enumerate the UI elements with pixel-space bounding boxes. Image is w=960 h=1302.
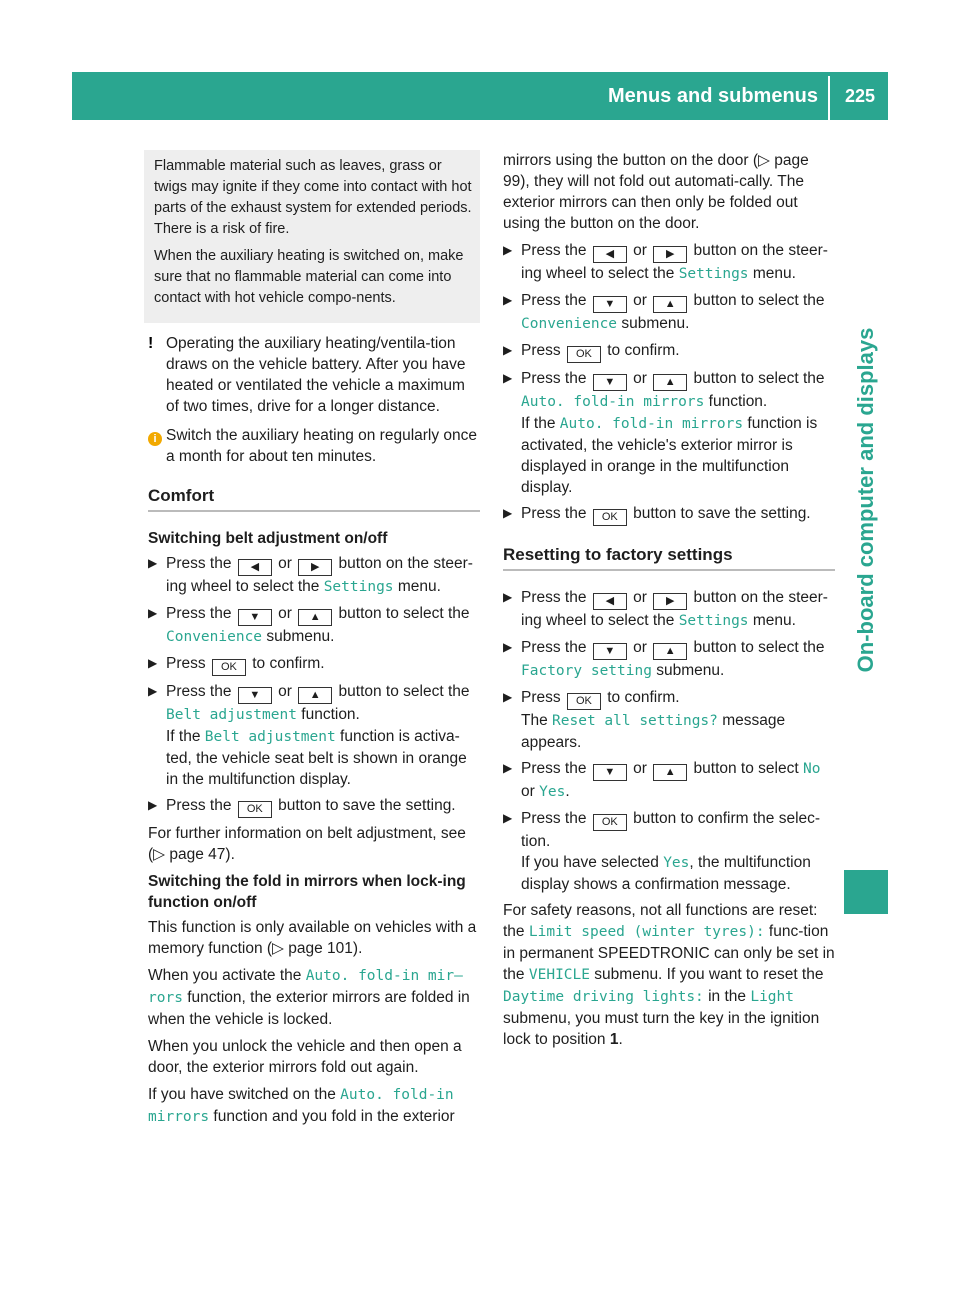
list-item: ▶ Press the ▼ or ▲ button to select the Convenience submenu. — [148, 605, 470, 645]
step-arrow-icon: ▶ — [503, 506, 513, 520]
paragraph: When you unlock the vehicle and then open a door, the exterior mirrors fold out again. — [148, 1038, 462, 1076]
paragraph: When you activate the Auto. fold-in mir– rors function, the exterior mirrors are folded in when the vehicle is locked. — [148, 967, 470, 1028]
note-info — [148, 425, 480, 467]
list-item: ▶ Press the OK button to confirm the selec-tion. If you have selected Yes, the multifunction display shows a confirmation message. — [503, 810, 821, 893]
step-arrow-icon: ▶ — [503, 690, 513, 704]
header-title: Menus and submenus — [607, 85, 818, 107]
option-no: No — [802, 761, 821, 777]
step-arrow-icon: ▶ — [503, 590, 513, 604]
list-item: ▶ Press the ▼ or ▲ button to select the Belt adjustment function. If the Belt adjustment function is activa-ted, the vehicle seat belt is shown in orange in the multifunction display. — [148, 683, 470, 788]
list-item: ▶ Press the OK button to save the setting. — [503, 503, 835, 526]
menu-name: Settings — [678, 266, 749, 282]
submenu-name: Factory setting — [521, 663, 652, 679]
step-arrow-icon: ▶ — [148, 606, 158, 620]
down-arrow-key-icon: ▼ — [593, 296, 627, 313]
step-arrow-icon: ▶ — [148, 556, 158, 570]
left-column — [148, 150, 480, 1134]
step-arrow-icon: ▶ — [503, 293, 513, 307]
warning-text: Flammable material such as leaves, grass or twigs may ignite if they come into contact with hot parts of the exhaust system for extended periods. There is a risk of fire. — [154, 158, 472, 237]
list-item: ▶ Press the OK button to save the setting. — [148, 795, 480, 818]
left-arrow-key-icon: ◀ — [238, 559, 272, 576]
ok-key-icon: OK — [593, 509, 627, 526]
option-yes: Yes — [539, 784, 566, 800]
list-item: ▶ Press the ◀ or ▶ button on the steer-ing wheel to select the Settings menu. — [148, 555, 473, 595]
note-text: Switch the auxiliary heating on regularly once a month for about ten minutes. — [166, 427, 478, 465]
chapter-tab-label: On-board computer and displays — [853, 327, 878, 673]
list-item: ▶ Press the ◀ or ▶ button on the steer-ing wheel to select the Settings menu. — [503, 242, 828, 282]
up-arrow-key-icon: ▲ — [298, 687, 332, 704]
paragraph: For safety reasons, not all functions are reset: the Limit speed (winter tyres): func-tion in permanent SPEEDTRONIC can only be set in the VEHICLE submenu. If you want to reset the Daytime driving lights: in the Light submenu, you must turn the key in the ignition lock to position 1. — [503, 902, 835, 1048]
step-arrow-icon: ▶ — [503, 811, 513, 825]
right-arrow-key-icon: ▶ — [298, 559, 332, 576]
step-arrow-icon: ▶ — [503, 243, 513, 257]
paragraph: mirrors using the button on the door (▷ page 99), they will not fold out automati-cally. The exterior mirrors can then only be folded out using the button on the door. — [503, 152, 809, 232]
note-exclaim — [148, 333, 480, 417]
left-arrow-key-icon: ◀ — [593, 593, 627, 610]
submenu-name: Light — [750, 989, 794, 1005]
down-arrow-key-icon: ▼ — [593, 764, 627, 781]
exclamation-icon: ! — [148, 335, 154, 352]
ok-key-icon: OK — [212, 659, 246, 676]
menu-name: VEHICLE — [528, 967, 590, 983]
chapter-marker — [844, 870, 888, 914]
function-name: Belt adjustment — [204, 729, 336, 745]
warning-box — [144, 150, 480, 323]
paragraph: For further information on belt adjustment, see (▷ page 47). — [148, 825, 466, 863]
list-item: ▶ Press OK to confirm. — [148, 653, 480, 676]
step-arrow-icon: ▶ — [148, 684, 158, 698]
subsection-title: Switching belt adjustment on/off — [148, 530, 388, 547]
step-arrow-icon: ▶ — [503, 343, 513, 357]
function-name: Auto. fold-in mirrors — [521, 394, 705, 410]
function-name: Limit speed (winter tyres): — [528, 924, 765, 940]
chapter-tab — [844, 150, 888, 850]
subsection-title: Switching the fold in mirrors when lock-ing function on/off — [148, 873, 466, 911]
list-item: ▶ Press the ▼ or ▲ button to select No or Yes. — [503, 760, 821, 800]
step-arrow-icon: ▶ — [503, 640, 513, 654]
list-item: ▶ Press the ▼ or ▲ button to select the Convenience submenu. — [503, 292, 825, 332]
list-item: ▶ Press OK to confirm. — [503, 340, 835, 363]
paragraph: If you have switched on the Auto. fold-in mirrors function and you fold in the exterior — [148, 1086, 455, 1125]
option-yes: Yes — [663, 855, 690, 871]
info-icon: i — [148, 432, 162, 446]
right-arrow-key-icon: ▶ — [653, 246, 687, 263]
paragraph: This function is only available on vehicles with a memory function (▷ page 101). — [148, 919, 477, 957]
ok-key-icon: OK — [238, 801, 272, 818]
up-arrow-key-icon: ▲ — [653, 643, 687, 660]
position-value: 1 — [609, 1031, 619, 1048]
page-number: 225 — [844, 86, 876, 106]
function-name: mirrors — [148, 1109, 210, 1125]
menu-name: Settings — [678, 613, 749, 629]
list-item: ▶ Press the ◀ or ▶ button on the steer-ing wheel to select the Settings menu. — [503, 589, 828, 629]
up-arrow-key-icon: ▲ — [653, 764, 687, 781]
step-arrow-icon: ▶ — [148, 798, 158, 812]
right-arrow-key-icon: ▶ — [653, 593, 687, 610]
warning-text: When the auxiliary heating is switched on, make sure that no flammable material can come into contact with hot vehicle compo-nents. — [154, 248, 464, 306]
step-arrow-icon: ▶ — [148, 656, 158, 670]
up-arrow-key-icon: ▲ — [653, 374, 687, 391]
note-text: Operating the auxiliary heating/ventila-tion draws on the vehicle battery. After you have heated or ventilated the vehicle a maximum of two times, drive for a longer distance. — [166, 335, 466, 415]
ok-key-icon: OK — [567, 346, 601, 363]
function-name: Belt adjustment — [166, 707, 297, 723]
header-separator — [828, 76, 830, 120]
message-name: Reset all settings? — [552, 713, 718, 729]
step-arrow-icon: ▶ — [503, 371, 513, 385]
down-arrow-key-icon: ▼ — [238, 609, 272, 626]
function-name: Auto. fold-in mir– — [305, 968, 463, 984]
function-name: Auto. fold-in — [340, 1087, 454, 1103]
function-name: Daytime driving lights: — [503, 989, 704, 1005]
right-column — [503, 150, 835, 1056]
left-arrow-key-icon: ◀ — [593, 246, 627, 263]
section-title: Resetting to factory settings — [503, 544, 835, 571]
submenu-name: Convenience — [521, 316, 618, 332]
ok-key-icon: OK — [593, 814, 627, 831]
submenu-name: Convenience — [166, 629, 263, 645]
page-header — [72, 72, 888, 120]
step-arrow-icon: ▶ — [503, 761, 513, 775]
down-arrow-key-icon: ▼ — [238, 687, 272, 704]
list-item: ▶ Press the ▼ or ▲ button to select the Factory setting submenu. — [503, 639, 825, 679]
list-item: ▶ Press OK to confirm. The Reset all settings? message appears. — [503, 689, 786, 751]
down-arrow-key-icon: ▼ — [593, 374, 627, 391]
down-arrow-key-icon: ▼ — [593, 643, 627, 660]
menu-name: Settings — [323, 579, 394, 595]
function-name: rors — [148, 990, 183, 1006]
up-arrow-key-icon: ▲ — [298, 609, 332, 626]
function-name: Auto. fold-in mirrors — [559, 416, 744, 432]
list-item: ▶ Press the ▼ or ▲ button to select the Auto. fold-in mirrors function. If the Auto. fold-in mirrors function is activated, the vehicle's exterior mirror is displayed in orange in the multifunction display. — [503, 370, 825, 496]
section-title: Comfort — [148, 485, 480, 512]
ok-key-icon: OK — [567, 693, 601, 710]
up-arrow-key-icon: ▲ — [653, 296, 687, 313]
